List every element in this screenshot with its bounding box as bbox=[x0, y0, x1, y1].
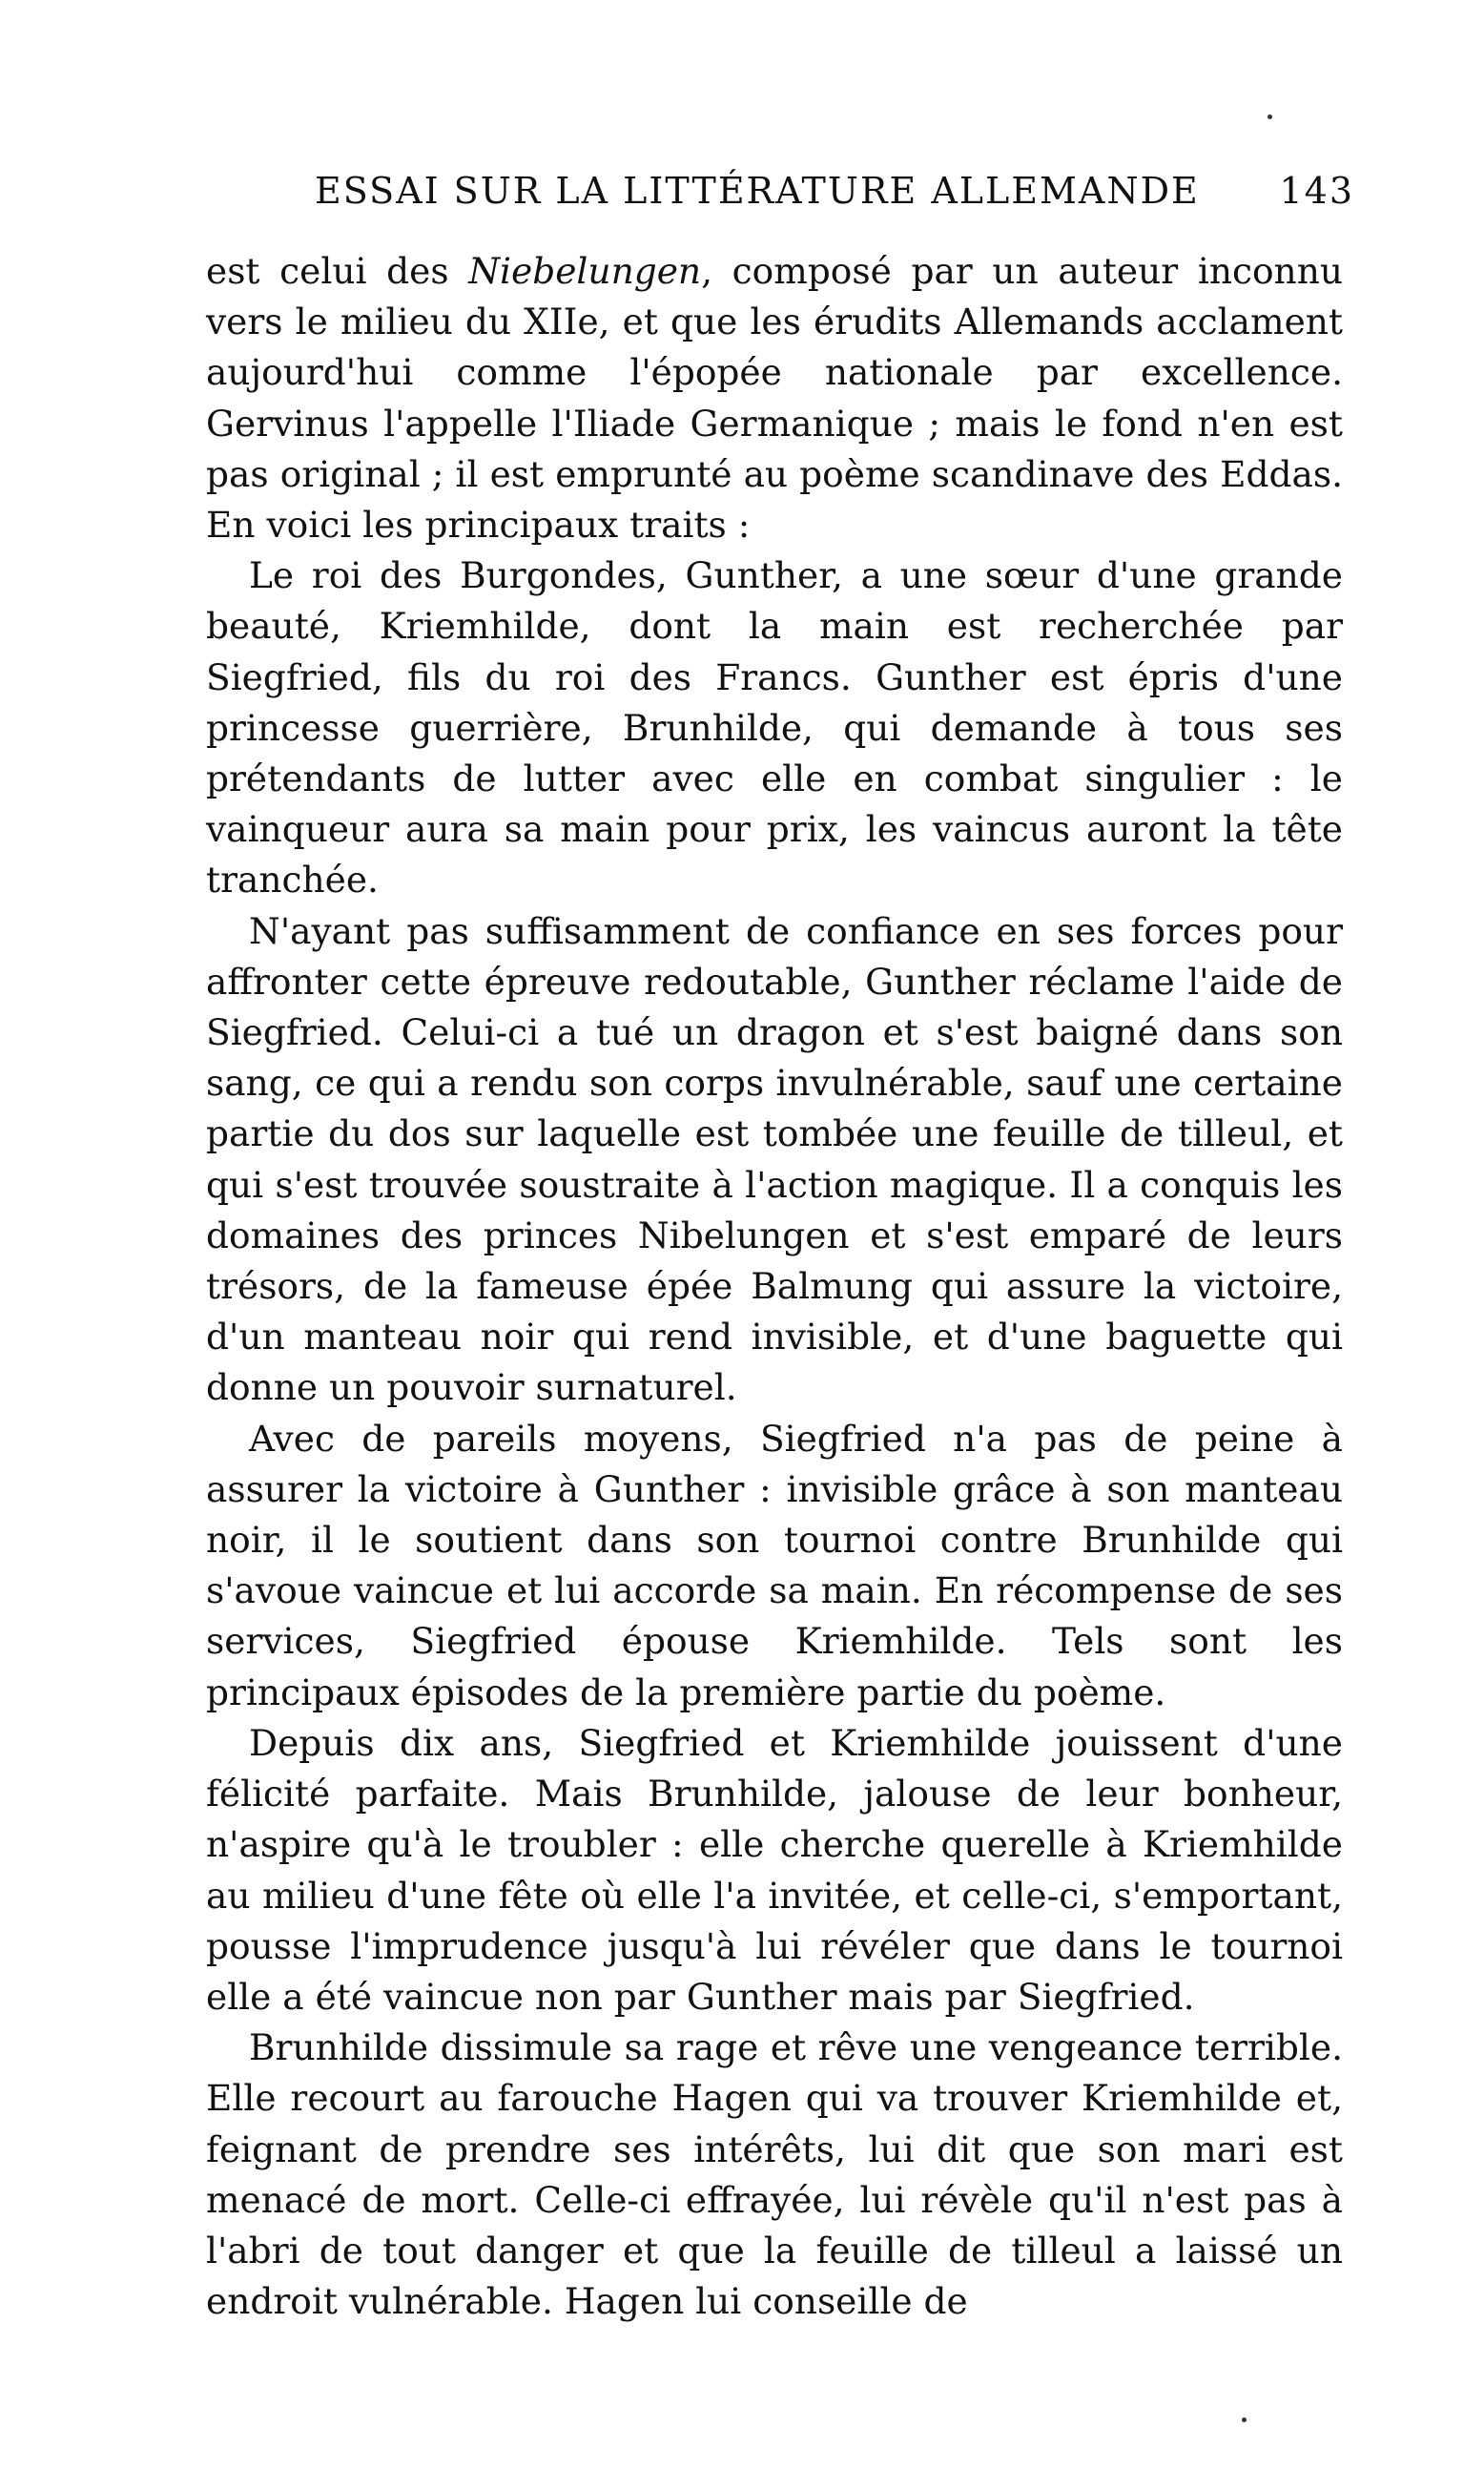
paragraph-3: N'ayant pas suffisamment de confiance en ses forces pour affronter cette épreuve redoutable, Gunther réclame l'aide de Siegfried. Celui-ci a tué un dragon et s'est baigné dans son sang, ce qui a rendu son corps invulnérable, sauf une certaine partie du dos sur laquelle est tombée une feuille de tilleul, et qui s'est trouvée soustraite à l'action magique. Il a conquis les domaines des princes Nibelungen et s'est emparé de leurs trésors, de la fameuse épée Balmung qui assure la victoire, d'un manteau noir qui rend invisible, et d'une baguette qui donne un pouvoir surnaturel. bbox=[206, 909, 1343, 1409]
paragraph-1-rest: , composé par un auteur inconnu vers le milieu du XIIe, et que les érudits Allemands acclament aujourd'hui comme l'épopée nationale par excellence. Gervinus l'appelle l'Iliade Germanique ; mais le fond n'en est pas original ; il est emprunté au poème scandinave des Eddas. En voici les principaux traits : bbox=[206, 250, 1344, 547]
body-text bbox=[206, 246, 1343, 2327]
paragraph-1 bbox=[206, 246, 1343, 550]
print-speck bbox=[1268, 114, 1272, 119]
paragraph-5: Depuis dix ans, Siegfried et Kriemhilde jouissent d'une félicité parfaite. Mais Brunhilde, jalouse de leur bonheur, n'aspire qu'à le troubler : elle cherche querelle à Kriemhilde au milieu d'une fête où elle l'a invitée, et celle-ci, s'emportant, pousse l'imprudence jusqu'à lui révéler que dans le tournoi elle a été vaincue non par Gunther mais par Siegfried. bbox=[206, 1721, 1343, 2018]
paragraph-4: Avec de pareils moyens, Siegfried n'a pas de peine à assurer la victoire à Gunther : invisible grâce à son manteau noir, il le soutient dans son tournoi contre Brunhilde qui s'avoue vaincue et lui accorde sa main. En récompense de ses services, Siegfried épouse Kriemhilde. Tels sont les principaux épisodes de la première partie du poème. bbox=[206, 1417, 1343, 1713]
running-head-title: ESSAI SUR LA LITTÉRATURE ALLEMANDE bbox=[315, 170, 1200, 212]
paragraph-2: Le roi des Burgondes, Gunther, a une sœur d'une grande beauté, Kriemhilde, dont la main est recherchée par Siegfried, fils du roi des Francs. Gunther est épris d'une princesse guerrière, Brunhilde, qui demande à tous ses prétendants de lutter avec elle en combat singulier : le vainqueur aura sa main pour prix, les vaincus auront la tête tranchée. bbox=[206, 554, 1343, 902]
paragraph-6: Brunhilde dissimule sa rage et rêve une vengeance terrible. Elle recourt au farouche Hagen qui va trouver Kriemhilde et, feignant de prendre ses intérêts, lui dit que son mari est menacé de mort. Celle-ci effrayée, lui révèle qu'il n'est pas à l'abri de tout danger et que la feuille de tilleul a laissé un endroit vulnérable. Hagen lui conseille de bbox=[206, 2026, 1343, 2323]
paragraph-1-start: est celui des bbox=[206, 250, 469, 292]
running-head bbox=[315, 170, 1364, 227]
page-number: 143 bbox=[1279, 170, 1354, 212]
niebelungen-title: Niebelungen bbox=[468, 250, 702, 292]
print-speck bbox=[1242, 2417, 1247, 2422]
